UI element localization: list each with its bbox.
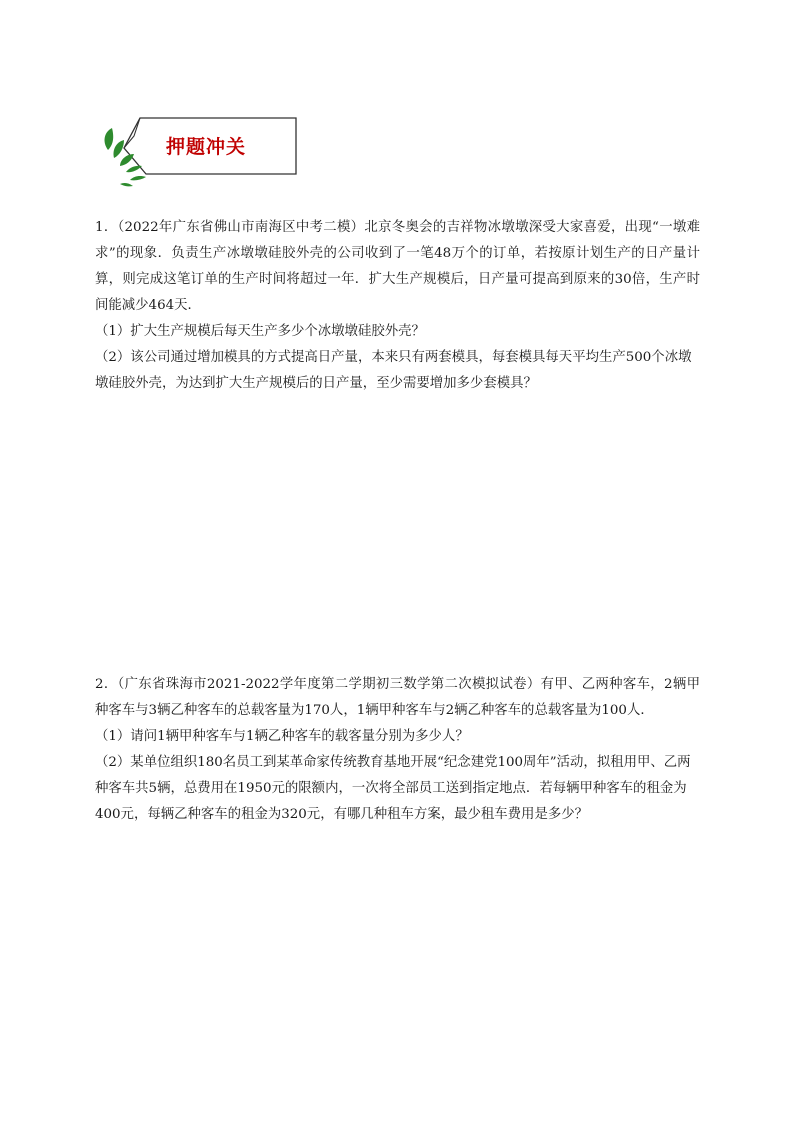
problem-2-question-1: （1）请问1辆甲种客车与1辆乙种客车的载客量分别为多少人？: [95, 729, 469, 744]
problem-2: [95, 672, 700, 828]
problem-2-text: 2．（广东省珠海市2021-2022学年度第二学期初三数学第二次模拟试卷）有甲、乙两种客车，2辆甲种客车与3辆乙种客车的总载客量为170人，1辆甲种客车与2辆乙种客车的总载客量为100人．: [95, 677, 700, 718]
problem-1: [95, 215, 700, 397]
problem-2-question-2: （2）某单位组织180名员工到某革命家传统教育基地开展“纪念建党100周年”活动，拟租用甲、乙两种客车共5辆，总费用在1950元的限额内，一次将全部员工送到指定地点．若每辆甲种客车的租金为400元，每辆乙种客车的租金为320元，有哪几种租车方案，最少租车费用是多少？: [95, 755, 691, 822]
banner-title: 押题冲关: [166, 136, 247, 158]
problem-1-question-2: （2）该公司通过增加模具的方式提高日产量，本来只有两套模具，每套模具每天平均生产500个冰墩墩硅胶外壳，为达到扩大生产规模后的日产量，至少需要增加多少套模具？: [95, 350, 692, 391]
problem-1-text: 1．（2022年广东省佛山市南海区中考二模）北京冬奥会的吉祥物冰墩墩深受大家喜爱，出现“一墩难求”的现象．负责生产冰墩墩硅胶外壳的公司收到了一笔48万个的订单，若按原计划生产的日产量计算，则完成这笔订单的生产时间将超过一年．扩大生产规模后，日产量可提高到原来的30倍，生产时间能减少464天．: [95, 220, 700, 313]
problem-1-question-1: （1）扩大生产规模后每天生产多少个冰墩墩硅胶外壳？: [95, 324, 425, 339]
